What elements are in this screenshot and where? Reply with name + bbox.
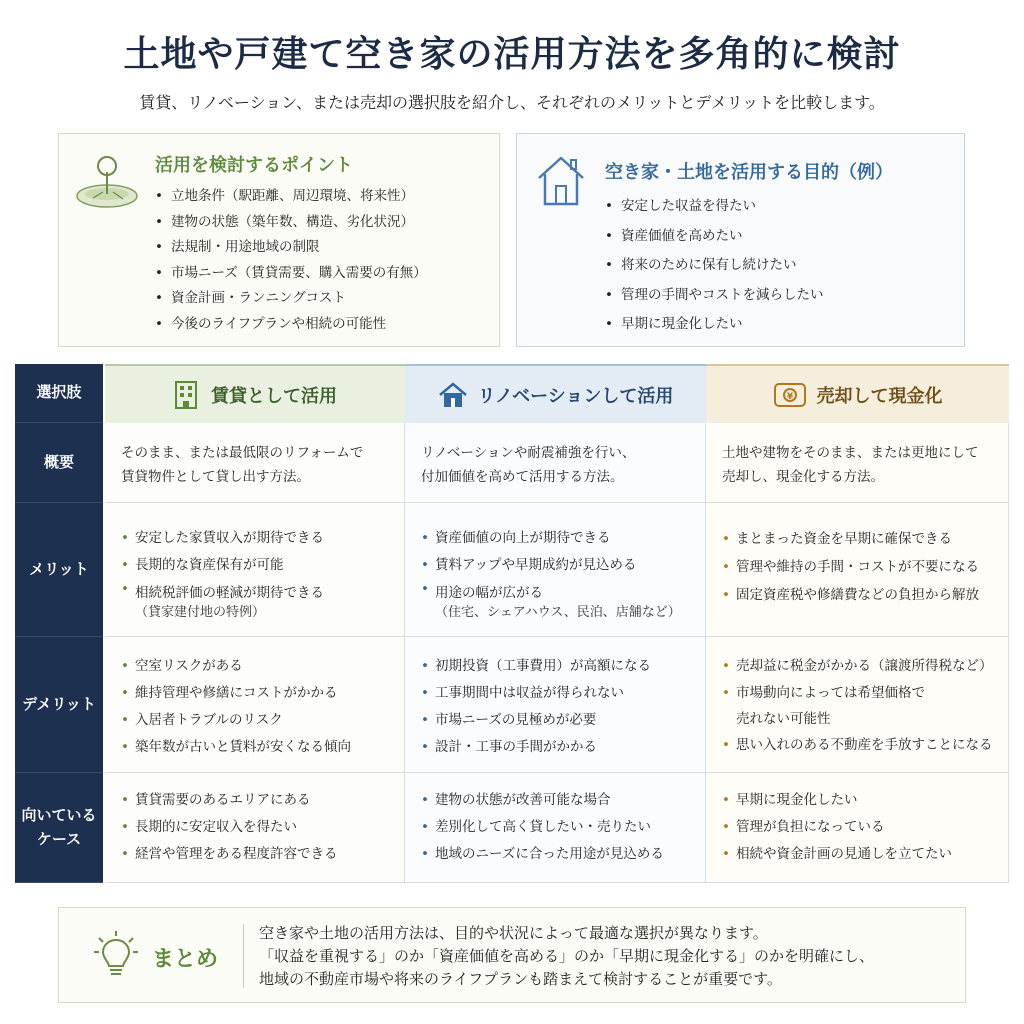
list-item: • 工事期間中は収益が得られない xyxy=(421,680,705,707)
page-subtitle: 賃貸、リノベーション、または売却の選択肢を紹介し、それぞれのメリットとデメリットを比較します。 xyxy=(139,93,885,112)
list-item xyxy=(121,579,404,623)
summary-panel xyxy=(58,907,966,1003)
table-cell xyxy=(405,773,706,883)
list-item-note: （貸家建付地の特例） xyxy=(135,605,266,620)
list-item xyxy=(421,579,705,623)
table-corner-label: 選択肢 xyxy=(15,364,103,423)
list-item: • 安定した収益を得たい xyxy=(605,194,823,224)
list-item: • 市場ニーズの見極めが必要 xyxy=(421,707,705,734)
comparison-table xyxy=(15,364,1009,883)
cell-text: 賃貸物件として貸し出す方法。 xyxy=(121,469,310,485)
cell-list xyxy=(421,525,705,623)
list-item: • 管理や維持の手間・コストが不要になる xyxy=(722,553,1008,581)
list-item: • 法規制・用途地域の制限 xyxy=(155,235,427,261)
list-item: • 固定資産税や修繕費などの負担から解放 xyxy=(722,581,1008,609)
row-header-demerits: デメリット xyxy=(15,637,103,773)
cell-text: 売却し、現金化する方法。 xyxy=(722,469,884,485)
list-item: • 今後のライフプランや相続の可能性 xyxy=(155,312,427,338)
cell-text: リノベーションや耐震補強を行い、 xyxy=(421,445,636,461)
table-cell xyxy=(105,503,405,637)
list-item: • 長期的な資産保有が可能 xyxy=(121,552,404,579)
list-item-note: （住宅、シェアハウス、民泊、店舗など） xyxy=(435,605,681,620)
list-item-text: 用途の幅が広がる xyxy=(435,585,543,601)
list-item: • 長期的に安定収入を得たい xyxy=(121,814,404,841)
list-item: • 資金計画・ランニングコスト xyxy=(155,286,427,312)
row-header-line: ケース xyxy=(36,829,82,848)
lightbulb-icon xyxy=(93,930,139,984)
summary-divider xyxy=(243,924,244,988)
list-item: • 築年数が古いと賃料が安くなる傾向 xyxy=(121,734,404,761)
summary-text xyxy=(259,922,874,991)
list-item: • 設計・工事の手間がかかる xyxy=(421,734,705,761)
cell-list xyxy=(121,525,404,623)
cell-text: そのまま、または最低限のリフォームで xyxy=(121,445,364,461)
table-cell xyxy=(105,423,405,503)
cell-list xyxy=(121,787,404,868)
list-item: • まとまった資金を早期に確保できる xyxy=(722,525,1008,553)
list-item: • 入居者トラブルのリスク xyxy=(121,707,404,734)
summary-line: 空き家や土地の活用方法は、目的や状況によって最適な選択が異なります。 xyxy=(259,924,768,942)
cell-list xyxy=(421,653,705,761)
list-item: • 資産価値の向上が期待できる xyxy=(421,525,705,552)
list-item: • 管理が負担になっている xyxy=(722,814,1008,841)
list-item-text: 市場動向によっては希望価格で xyxy=(736,685,925,701)
row-header-overview: 概要 xyxy=(15,423,103,503)
cell-list xyxy=(722,653,1008,759)
points-panel xyxy=(58,133,500,347)
list-item: • 資産価値を高めたい xyxy=(605,224,823,254)
summary-line: 地域の不動産市場や将来のライフプランも踏まえて検討することが重要です。 xyxy=(259,970,782,988)
cell-text: 付加価値を高めて活用する方法。 xyxy=(421,469,624,485)
list-item: • 賃貸需要のあるエリアにある xyxy=(121,787,404,814)
list-item: • 市場ニーズ（賃貸需要、購入需要の有無） xyxy=(155,261,427,287)
cell-list xyxy=(722,525,1008,609)
list-item-note: 売れない可能性 xyxy=(736,711,831,727)
list-item: • 売却益に税金がかかる（譲渡所得税など） xyxy=(722,653,1008,680)
list-item: • 経営や管理をある程度許容できる xyxy=(121,841,404,868)
row-header-suitable-cases xyxy=(15,773,103,883)
table-cell xyxy=(706,637,1009,773)
column-header-sale xyxy=(706,364,1009,423)
table-cell xyxy=(706,773,1009,883)
list-item: • 管理の手間やコストを減らしたい xyxy=(605,283,823,313)
purpose-panel-title: 空き家・土地を活用する目的（例） xyxy=(605,162,893,183)
list-item: • 早期に現金化したい xyxy=(605,312,823,342)
list-item: • 立地条件（駅距離、周辺環境、将来性） xyxy=(155,184,427,210)
purpose-panel xyxy=(516,133,965,347)
list-item: • 相続や資金計画の見通しを立てたい xyxy=(722,841,1008,868)
building-icon xyxy=(173,380,199,410)
column-header-label: 売却して現金化 xyxy=(816,385,943,407)
summary-line: 「収益を重視する」のか「資産価値を高める」のか「早期に現金化する」のかを明確にし、 xyxy=(259,947,875,965)
list-item: • 差別化して高く貸したい・売りたい xyxy=(421,814,705,841)
list-item: • 将来のために保有し続けたい xyxy=(605,253,823,283)
purpose-list xyxy=(605,194,823,342)
list-item xyxy=(722,680,1008,732)
table-cell xyxy=(405,503,706,637)
column-header-renovation xyxy=(405,364,706,423)
list-item-text: 相続税評価の軽減が期待できる xyxy=(135,585,324,601)
column-header-rental xyxy=(105,364,405,423)
list-item: • 建物の状態（築年数、構造、劣化状況） xyxy=(155,210,427,236)
cell-text: 土地や建物をそのまま、または更地にして xyxy=(722,445,979,461)
list-item: • 建物の状態が改善可能な場合 xyxy=(421,787,705,814)
row-header-merits: メリット xyxy=(15,503,103,637)
list-item: • 地域のニーズに合った用途が見込める xyxy=(421,841,705,868)
house-renovation-icon xyxy=(438,381,468,409)
svg-text:¥: ¥ xyxy=(786,391,793,402)
page-title: 土地や戸建て空き家の活用方法を多角的に検討 xyxy=(123,34,901,75)
table-cell xyxy=(405,637,706,773)
table-cell xyxy=(405,423,706,503)
cell-list xyxy=(421,787,705,868)
list-item: • 初期投資（工事費用）が高額になる xyxy=(421,653,705,680)
points-panel-title: 活用を検討するポイント xyxy=(155,155,353,176)
column-header-label: リノベーションして活用 xyxy=(477,385,674,407)
summary-label: まとめ xyxy=(152,947,219,972)
table-cell xyxy=(105,773,405,883)
tree-land-icon xyxy=(73,152,141,216)
list-item: • 安定した家賃収入が期待できる xyxy=(121,525,404,552)
list-item: • 思い入れのある不動産を手放すことになる xyxy=(722,732,1008,759)
money-icon xyxy=(773,381,807,409)
table-cell xyxy=(706,503,1009,637)
table-cell xyxy=(706,423,1009,503)
list-item: • 賃料アップや早期成約が見込める xyxy=(421,552,705,579)
cell-list xyxy=(722,787,1008,868)
list-item: • 空室リスクがある xyxy=(121,653,404,680)
points-list xyxy=(155,184,427,337)
row-header-line: 向いている xyxy=(21,806,97,825)
column-header-label: 賃貸として活用 xyxy=(211,385,337,407)
list-item: • 維持管理や修繕にコストがかかる xyxy=(121,680,404,707)
table-cell xyxy=(105,637,405,773)
cell-list xyxy=(121,653,404,761)
house-icon xyxy=(533,152,589,212)
list-item: • 早期に現金化したい xyxy=(722,787,1008,814)
